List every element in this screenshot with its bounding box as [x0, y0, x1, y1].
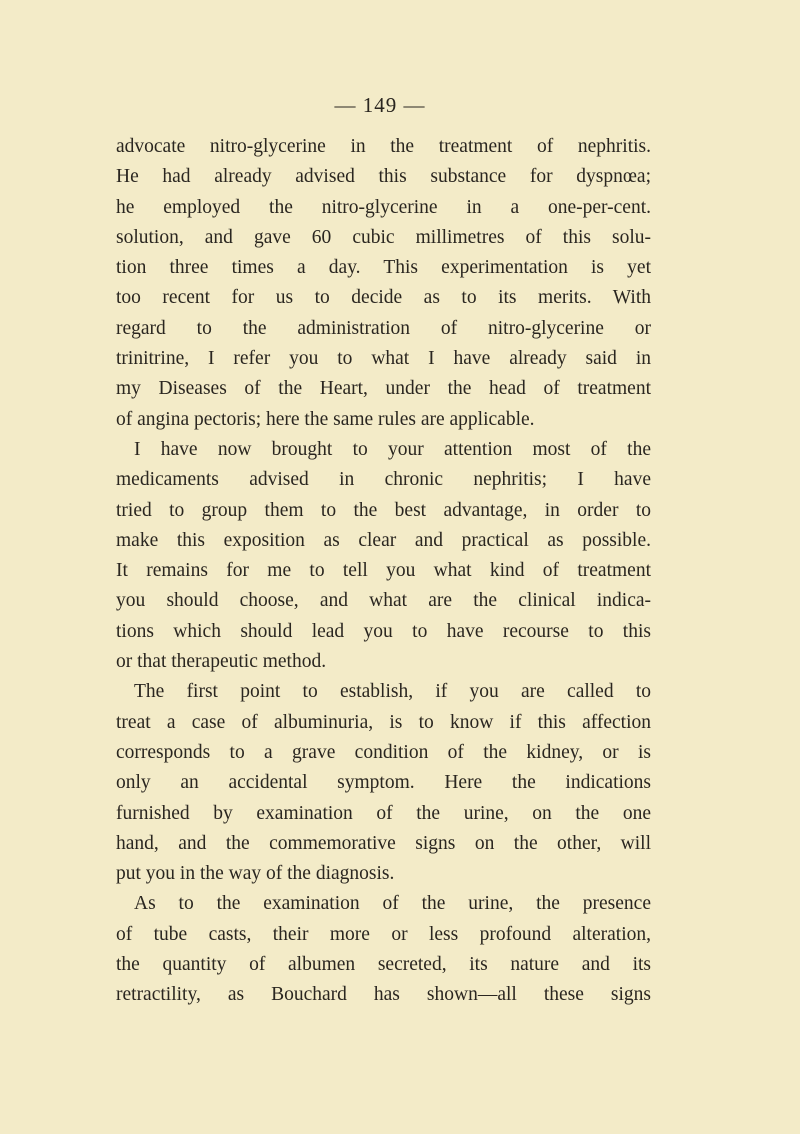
text-line: only an accidental symptom. Here the indications: [116, 772, 651, 794]
text-line: treat a case of albuminuria, is to know if this affection: [116, 711, 651, 733]
text-line: hand, and the commemorative signs on the other, will: [116, 832, 651, 854]
text-line: the quantity of albumen secreted, its nature and its: [116, 954, 651, 976]
text-line: I have now brought to your attention most of the: [134, 438, 651, 460]
text-line: my Diseases of the Heart, under the head of treatment: [116, 378, 651, 400]
page-number: — 149 —: [334, 93, 426, 117]
text-line: put you in the way of the diagnosis.: [116, 863, 395, 885]
text-line: tried to group them to the best advantage, in order to: [116, 499, 651, 521]
text-line: make this exposition as clear and practical as possible.: [116, 529, 651, 551]
text-line: or that therapeutic method.: [116, 651, 327, 673]
text-line: corresponds to a grave condition of the kidney, or is: [116, 741, 651, 763]
text-line: of tube casts, their more or less profound alteration,: [116, 923, 651, 945]
text-line: furnished by examination of the urine, on the one: [116, 802, 651, 824]
text-line: of angina pectoris; here the same rules are applicable.: [116, 408, 535, 430]
text-line: He had already advised this substance for dyspnœa;: [116, 166, 651, 188]
text-line: tions which should lead you to have recourse to this: [116, 620, 651, 642]
text-line: The first point to establish, if you are called to: [134, 681, 651, 703]
text-line: retractility, as Bouchard has shown—all these signs: [116, 984, 651, 1006]
text-line: solution, and gave 60 cubic millimetres of this solu-: [116, 226, 651, 248]
text-line: medicaments advised in chronic nephritis; I have: [116, 469, 651, 491]
text-line: As to the examination of the urine, the presence: [134, 893, 651, 915]
text-line: trinitrine, I refer you to what I have already said in: [116, 348, 651, 370]
text-line: tion three times a day. This experimentation is yet: [116, 257, 651, 279]
text-line: regard to the administration of nitro-glycerine or: [116, 317, 651, 339]
text-line: he employed the nitro-glycerine in a one-per-cent.: [116, 196, 651, 218]
text-line: you should choose, and what are the clinical indica-: [116, 590, 651, 612]
text-line: It remains for me to tell you what kind of treatment: [116, 560, 651, 582]
text-line: advocate nitro-glycerine in the treatment of nephritis.: [116, 136, 651, 157]
body-text: [116, 132, 651, 1011]
text-line: too recent for us to decide as to its merits. With: [116, 287, 651, 309]
